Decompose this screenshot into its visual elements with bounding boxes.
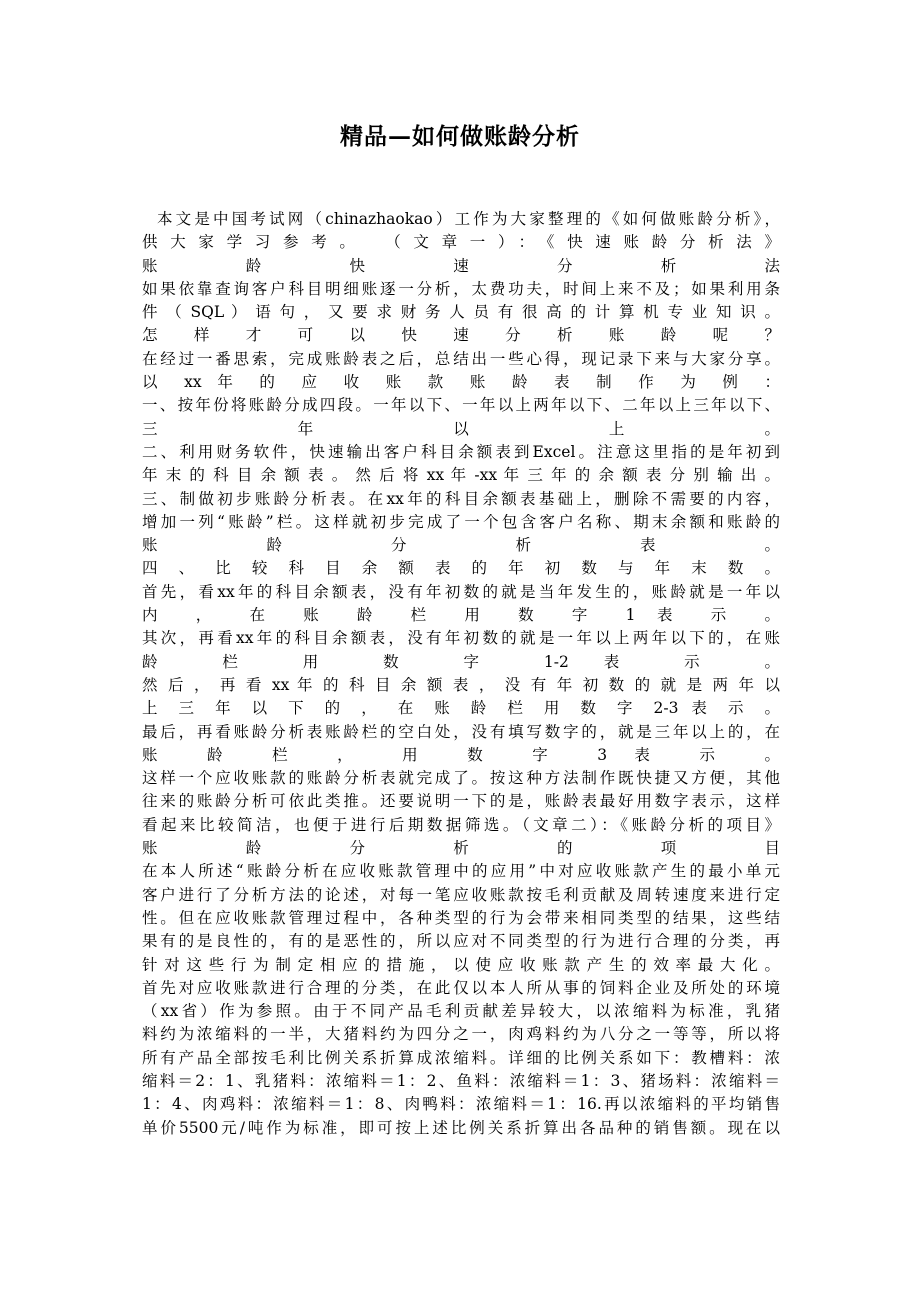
text-line: 性。但在应收账款管理过程中，各种类型的行为会带来相同类型的结果，这些结	[142, 908, 780, 927]
text-line: 这样一个应收账款的账龄分析表就完成了。按这种方法制作既快捷又方便，其他	[142, 769, 780, 788]
text-line: 首先，看xx年的科目余额表，没有年初数的就是当年发生的，账龄就是一年以	[142, 582, 780, 601]
text-line: 怎 样 才 可 以 快 速 分 析 账 龄 呢 ？	[142, 326, 780, 345]
text-line: 内 ， 在 账 龄 栏 用 数 字 1 表 示 。	[142, 606, 780, 625]
text-line: 1：4、肉鸡料：浓缩料＝1：8、肉鸭料：浓缩料＝1：16.再以浓缩料的平均销售	[142, 1095, 780, 1114]
text-line: 最后，再看账龄分析表账龄栏的空白处，没有填写数字的，就是三年以上的，在	[142, 722, 780, 741]
text-line: 账 龄 分 析 的 项 目	[142, 839, 780, 858]
text-line: 料约为浓缩料的一半，大猪料约为四分之一，肉鸡料约为八分之一等等，所以将	[142, 1025, 780, 1044]
text-line: 在经过一番思索，完成账龄表之后，总结出一些心得，现记录下来与大家分享。	[142, 349, 780, 368]
text-line: 如果依靠查询客户科目明细账逐一分析，太费功夫，时间上来不及；如果利用条	[142, 279, 780, 298]
text-line: 供大家学习参考。 （文章一）：《快速账龄分析法》	[142, 233, 780, 252]
text-line: 账 龄 栏 ， 用 数 字 3 表 示 。	[142, 745, 780, 764]
text-line: 上 三 年 以 下 的 ， 在 账 龄 栏 用 数 字 2-3 表 示 。	[142, 699, 780, 718]
text-line: 所有产品全部按毛利比例关系折算成浓缩料。详细的比例关系如下：教槽料：浓	[142, 1048, 780, 1067]
text-line: 然 后 ， 再 看 xx 年 的 科 目 余 额 表 ， 没 有 年 初 数 的 就 是 两 年 以	[142, 675, 780, 694]
text-line: 看起来比较简洁，也便于进行后期数据筛选。（文章二）：《账龄分析的项目》	[142, 815, 780, 834]
text-line: 果有的是良性的，有的是恶性的，所以应对不同类型的行为进行合理的分类，再	[142, 932, 780, 951]
document-body	[142, 208, 780, 1140]
text-line: 三、制做初步账龄分析表。在xx年的科目余额表基础上，删除不需要的内容，	[142, 489, 780, 508]
text-line: 一、按年份将账龄分成四段。一年以下、一年以上两年以下、二年以上三年以下、	[142, 396, 780, 415]
document-title: 精品—如何做账龄分析	[340, 123, 580, 150]
text-line: 针 对 这 些 行 为 制 定 相 应 的 措 施 ， 以 使 应 收 账 款 产 生 的 效 率 最 大 化 。	[142, 955, 780, 974]
text-line: 以 xx 年 的 应 收 账 款 账 龄 表 制 作 为 例 ：	[142, 373, 780, 392]
text-line: 账 龄 分 析 表 。	[142, 536, 780, 555]
text-line: 单价5500元/吨作为标准，即可按上述比例关系折算出各品种的销售额。现在以	[142, 1118, 780, 1137]
text-line: 在本人所述“账龄分析在应收账款管理中的应用”中对应收账款产生的最小单元	[142, 862, 780, 881]
text-line: （xx省）作为参照。由于不同产品毛利贡献差异较大，以浓缩料为标准，乳猪	[142, 1002, 780, 1021]
text-line: 四 、 比 较 科 目 余 额 表 的 年 初 数 与 年 末 数 。	[142, 559, 780, 578]
text-line: 客户进行了分析方法的论述，对每一笔应收账款按毛利贡献及周转速度来进行定	[142, 885, 780, 904]
text-line: 增加一列“账龄”栏。这样就初步完成了一个包含客户名称、期末余额和账龄的	[142, 512, 780, 531]
text-line: 本文是中国考试网（chinazhaokao）工作为大家整理的《如何做账龄分析》，	[157, 210, 780, 228]
text-line: 缩料＝2：1、乳猪料：浓缩料＝1：2、鱼料：浓缩料＝1：3、猪场料：浓缩料＝	[142, 1071, 780, 1090]
text-line: 龄 栏 用 数 字 1-2 表 示 。	[142, 652, 780, 671]
text-line: 件 （ SQL ） 语 句 ， 又 要 求 财 务 人 员 有 很 高 的 计 算 机 专 业 知 识 。	[142, 303, 780, 322]
text-line: 二、利用财务软件，快速输出客户科目余额表到Excel。注意这里指的是年初到	[142, 442, 780, 461]
text-line: 账 龄 快 速 分 析 法	[142, 256, 780, 275]
text-line: 三 年 以 上 。	[142, 419, 780, 438]
text-line: 其次，再看xx年的科目余额表，没有年初数的就是一年以上两年以下的，在账	[142, 629, 780, 648]
text-line: 年 末 的 科 目 余 额 表 。 然 后 将 xx 年 -xx 年 三 年 的 余 额 表 分 别 输 出 。	[142, 466, 780, 485]
text-line: 首先对应收账款进行合理的分类，在此仅以本人所从事的饲料企业及所处的环境	[142, 978, 780, 997]
text-line: 往来的账龄分析可依此类推。还要说明一下的是，账龄表最好用数字表示，这样	[142, 792, 780, 811]
